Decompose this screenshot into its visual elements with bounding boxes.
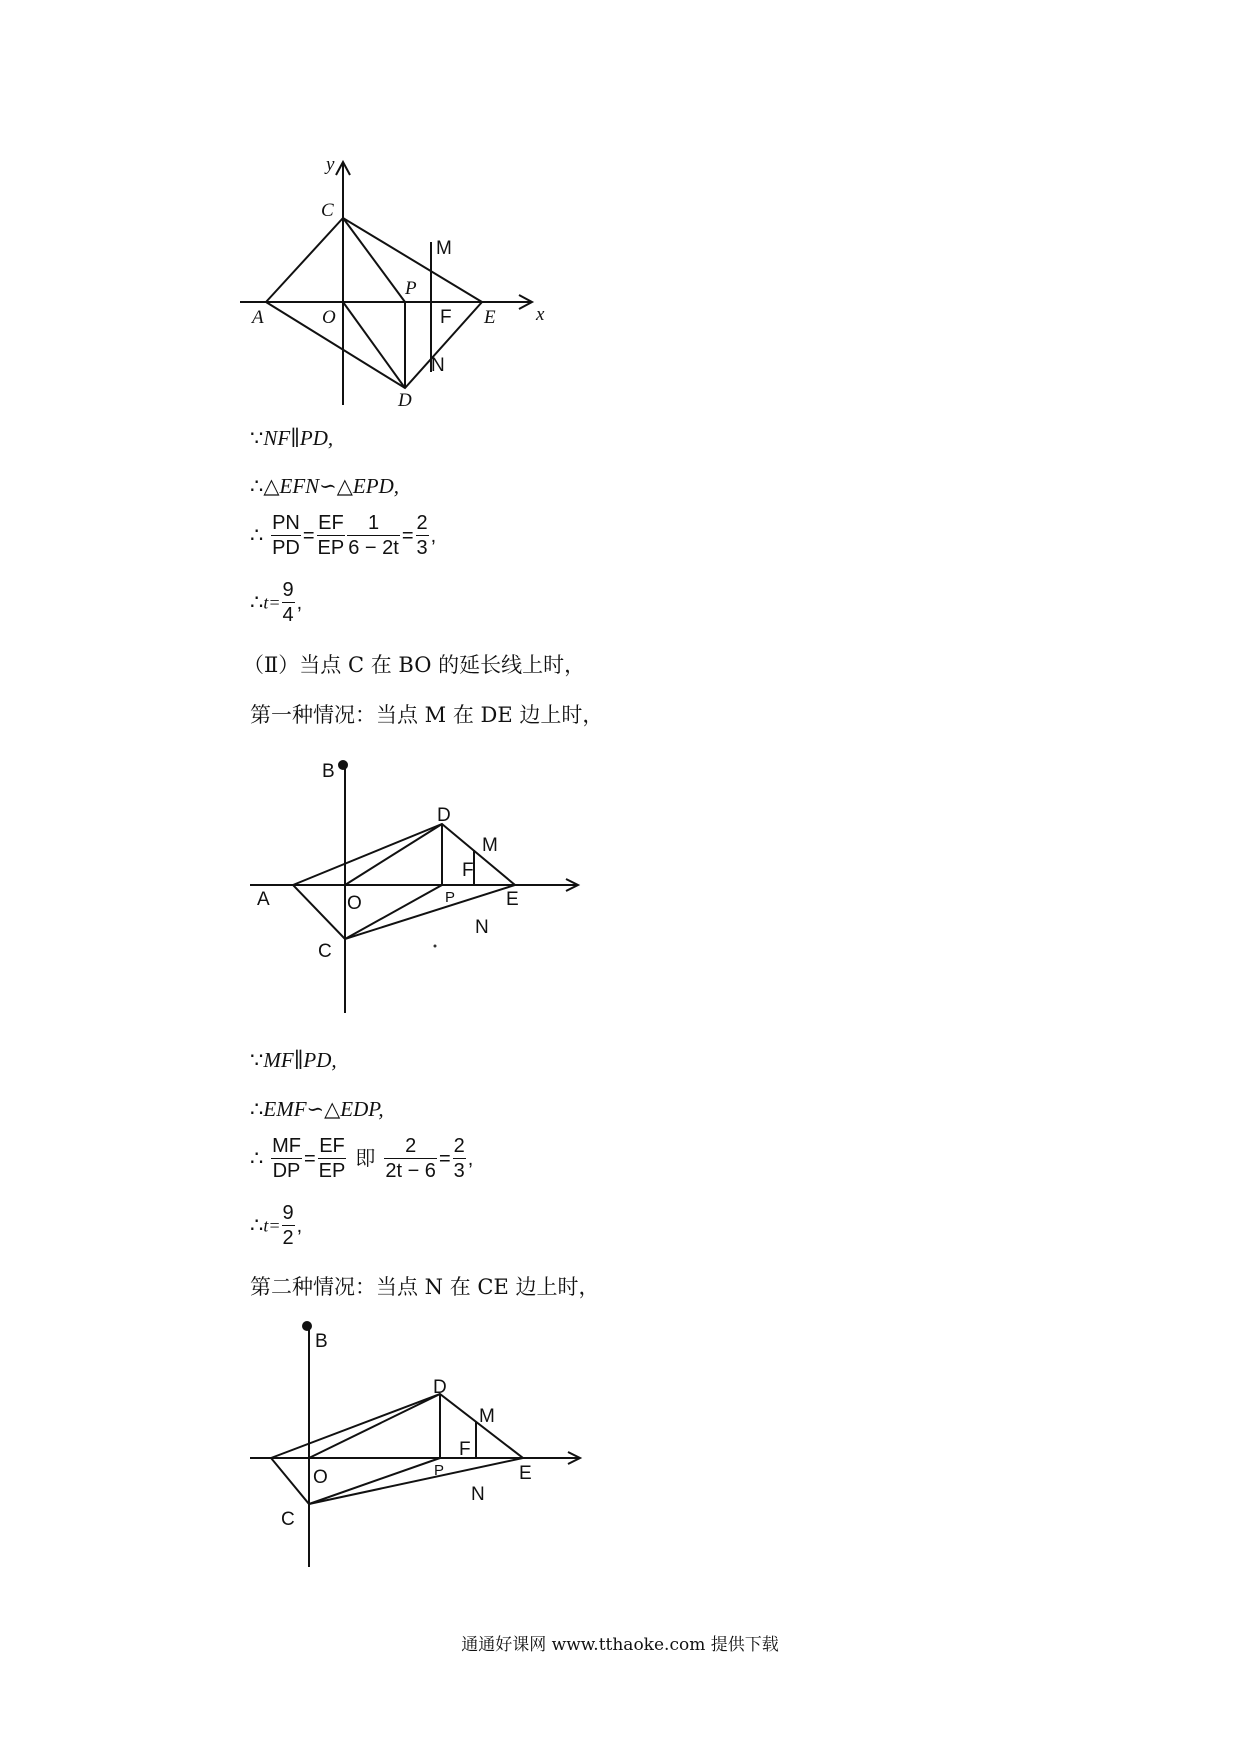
fraction-2-3: $\frac{2}{3}$ <box>416 512 428 559</box>
fraction-9-4: $\frac{9}{4}$ <box>282 579 294 626</box>
word-ji: 即 <box>355 1147 376 1170</box>
fig1-label-p: P <box>405 278 417 299</box>
fraction-pn-pd: $\frac{PN}{PD}$ <box>272 512 300 559</box>
fraction-2-over-2t-minus-6: $\frac{2}{2t - 6}$ <box>385 1135 436 1182</box>
therefore-symbol: ∴ <box>250 1146 264 1170</box>
fraction-9-2: $\frac{9}{2}$ <box>282 1202 294 1249</box>
fig1-label-y: y <box>326 154 335 175</box>
equals-sign: = <box>438 1147 451 1170</box>
fig1-label-d: D <box>398 390 412 411</box>
fraction-ef-ep: $\frac{EF}{EP}$ <box>317 512 345 559</box>
fig2-label-m: M <box>482 835 498 856</box>
point-b-marker <box>302 1321 312 1331</box>
therefore-symbol: ∴ <box>250 523 264 547</box>
fraction-1-over-6-minus-2t: $\frac{1}{6 - 2t}$ <box>348 512 399 559</box>
fig1-label-o: O <box>322 307 336 328</box>
step-4-line: ∴t= $\frac{9}{4}$ , <box>250 579 303 626</box>
step-8-line: ∴t= $\frac{9}{2}$ , <box>250 1202 303 1249</box>
fig3-label-c: C <box>281 1509 295 1530</box>
therefore-symbol: ∴ <box>250 1213 264 1237</box>
therefore-symbol: ∴ <box>250 590 264 614</box>
step-5-expression: MF∥PD, <box>263 1048 337 1072</box>
fig1-label-m: M <box>436 238 452 259</box>
because-symbol: ∵ <box>250 426 264 450</box>
fig2-label-f: F <box>462 860 474 881</box>
stray-dot <box>434 945 437 948</box>
step-2-expression: △EFN∽△EPD, <box>263 474 400 498</box>
fig1-label-e: E <box>484 307 496 328</box>
step-5-line <box>250 1050 337 1071</box>
step-1-expression: NF∥PD, <box>263 426 334 450</box>
case-2-1-title: 第一种情况：当点 M 在 DE 边上时， <box>250 703 604 727</box>
fig2-label-p: P <box>445 889 456 906</box>
equals-sign: = <box>302 524 315 547</box>
case-2-2-title: 第二种情况：当点 N 在 CE 边上时， <box>250 1275 600 1299</box>
fraction-ef-ep: $\frac{EF}{EP}$ <box>318 1135 346 1182</box>
fig3-label-n: N <box>471 1484 485 1505</box>
step-2-line <box>250 476 399 497</box>
fig3-label-o: O <box>313 1467 328 1488</box>
fig2-label-o: O <box>347 893 362 914</box>
fig1-label-c: C <box>321 200 334 221</box>
case-2-title: （Ⅱ）当点 C 在 BO 的延长线上时， <box>243 653 586 677</box>
fig1-label-n: N <box>431 355 445 376</box>
step-1-line <box>250 428 333 449</box>
fig2-label-e: E <box>506 889 519 910</box>
fig3-label-d: D <box>433 1377 447 1398</box>
fig2-label-d: D <box>437 805 451 826</box>
fig2-label-b: B <box>322 761 335 782</box>
fig3-label-e: E <box>519 1463 532 1484</box>
fig3-label-m: M <box>479 1406 495 1427</box>
figure-2-diagram <box>250 755 590 1025</box>
fig1-label-a: A <box>252 307 264 328</box>
fig1-label-x: x <box>536 304 545 325</box>
fig2-label-c: C <box>318 941 332 962</box>
therefore-symbol: ∴ <box>250 1097 264 1121</box>
figure-1-diagram <box>240 150 570 415</box>
fraction-mf-dp: $\frac{MF}{DP}$ <box>272 1135 301 1182</box>
point-b-marker <box>338 760 348 770</box>
t-equals: t= <box>263 1215 281 1236</box>
equals-sign: = <box>401 524 414 547</box>
fig3-label-f: F <box>459 1439 471 1460</box>
fig2-label-n: N <box>475 917 489 938</box>
fig1-label-f: F <box>440 307 452 328</box>
step-7-line: ∴ $\frac{MF}{DP}$ = $\frac{EF}{EP}$ 即 $\frac{2}{2t - 6}$ = $\frac{2}{3}$ , <box>250 1135 474 1182</box>
because-symbol: ∵ <box>250 1048 264 1072</box>
fig3-label-b: B <box>315 1331 328 1352</box>
equals-sign: = <box>303 1147 316 1170</box>
therefore-symbol: ∴ <box>250 474 264 498</box>
page-footer: 通通好课网 www.tthaoke.com 提供下载 <box>461 1635 779 1655</box>
fraction-2-3: $\frac{2}{3}$ <box>453 1135 465 1182</box>
t-equals: t= <box>263 592 281 613</box>
figure-3-diagram <box>245 1305 585 1575</box>
fig3-label-p: P <box>434 1462 445 1479</box>
step-6-line <box>250 1099 384 1120</box>
step-3-line: ∴ $\frac{PN}{PD}$ = $\frac{EF}{EP}$ $\frac{1}{6 - 2t}$ = $\frac{2}{3}$ , <box>250 512 437 559</box>
step-6-expression: EMF∽△EDP, <box>263 1097 384 1121</box>
fig2-label-a: A <box>257 889 270 910</box>
